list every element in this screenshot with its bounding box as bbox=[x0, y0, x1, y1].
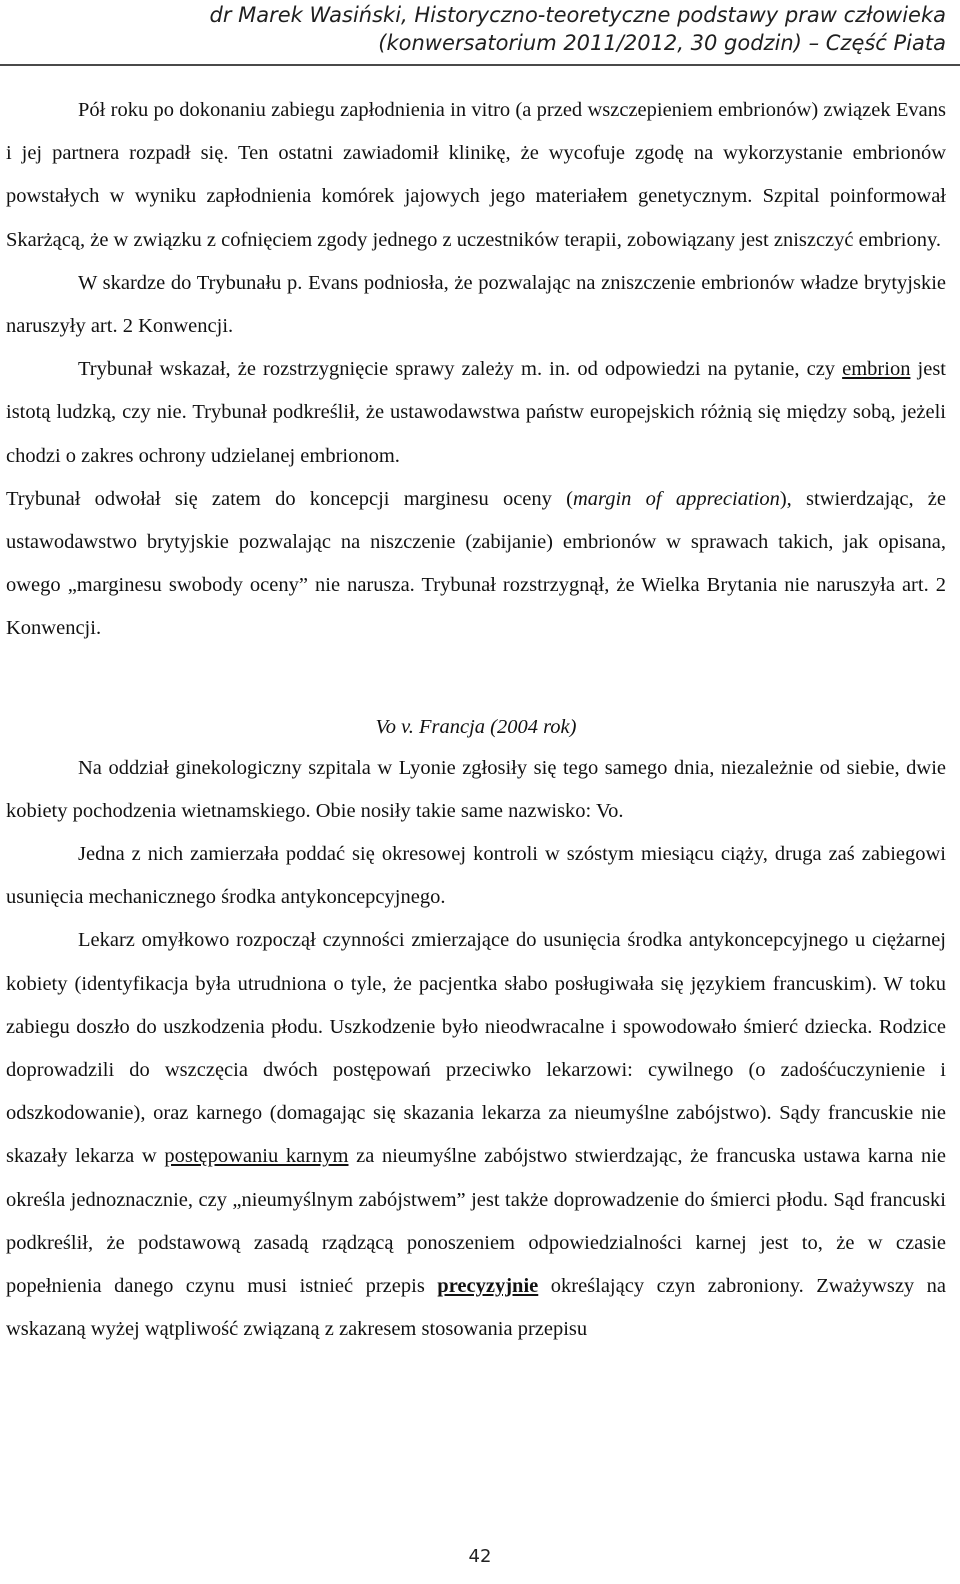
evans-paragraph-3 bbox=[6, 348, 946, 478]
header-title-line: dr Marek Wasiński, Historyczno-teoretyczne podstawy praw człowieka bbox=[209, 3, 946, 27]
vo-case-heading: Vo v. Francja (2004 rok) bbox=[375, 715, 577, 738]
vo-paragraph-2: Jedna z nich zamierzała poddać się okresowej kontroli w szóstym miesiącu ciąży, druga zaś zabiegowi usunięcia mechanicznego środka antykoncepcyjnego. bbox=[6, 843, 946, 909]
page-header bbox=[0, 0, 960, 66]
evans-p3-text-b: jest istotą ludzką, czy nie. Trybunał podkreślił, że ustawodawstwa państw europejskich różnią się między sobą, jeżeli chodzi o zakres ochrony udzielanej embrionom. bbox=[6, 358, 947, 467]
vo-p3-text-a: Lekarz omyłkowo rozpoczął czynności zmierzające do usunięcia środka antykoncepcyjnego u ciężarnej kobiety (identyfikacja była utrudniona o tyle, że pacjentka słabo posługiwała się językiem francuskim). W toku zabiegu doszło do uszkodzenia płodu. Uszkodzenie było nieodwracalne i spowodowało śmierć dziecka. Rodzice doprowadzili do wszczęcia dwóch postępowań przeciwko lekarzowi: cywilnego (o zadośćuczynienie i odszkodowanie), oraz karnego (domagając się skazania lekarza za nieumyślne zabójstwo). Sądy francuskie nie skazały lekarza w bbox=[6, 929, 946, 1168]
evans-paragraph-2: W skardze do Trybunału p. Evans podniosła, że pozwalając na zniszczenie embrionów władze brytyjskie naruszyły art. 2 Konwencji. bbox=[6, 271, 946, 338]
evans-p4-text-a: Trybunał odwołał się zatem do koncepcji marginesu oceny ( bbox=[6, 487, 573, 510]
page-number: 42 bbox=[468, 1546, 492, 1567]
vo-paragraph-1: Na oddział ginekologiczny szpitala w Lyonie zgłosiły się tego samego dnia, niezależnie od siebie, dwie kobiety pochodzenia wietnamskiego. Obie nosiły takie same nazwisko: Vo. bbox=[6, 756, 946, 822]
margin-of-appreciation-italic: margin of appreciation bbox=[572, 487, 780, 510]
evans-p3-text-a: Trybunał wskazał, że rozstrzygnięcie sprawy zależy m. in. od odpowiedzi na pytanie, czy bbox=[78, 358, 843, 381]
postepowanie-karne-underlined: postępowaniu karnym bbox=[164, 1145, 349, 1168]
precyzyjnie-bold-underlined: precyzyjnie bbox=[437, 1275, 539, 1298]
header-course-line: (konwersatorium 2011/2012, 30 godzin) – Część Piata bbox=[378, 31, 946, 55]
evans-paragraph-1: Pół roku po dokonaniu zabiegu zapłodnienia in vitro (a przed wszczepieniem embrionów) związek Evans i jej partnera rozpadł się. Ten ostatni zawiadomił klinikę, że wycofuje zgodę na wykorzystanie embrionów powstałych w wyniku zapłodnienia komórek jajowych jego materiałem genetycznym. Szpital poinformował Skarżącą, że w związku z cofnięciem zgody jednego z uczestników terapii, zobowiązany jest zniszczyć embriony. bbox=[6, 99, 946, 251]
vo-p3-text-b: za nieumyślne zabójstwo stwierdzając, że francuska ustawa karna nie określa jednoznacznie, czy „nieumyślnym zabójstwem” jest także doprowadzenie do śmierci płodu. Sąd francuski podkreślił, że podstawową zasadą rządzącą ponoszeniem odpowiedzialności karnej jest to, że w czasie popełnienia danego czynu musi istnieć przepis bbox=[6, 1145, 946, 1298]
section-spacer bbox=[6, 651, 946, 707]
embrion-underlined: embrion bbox=[842, 358, 911, 381]
vo-paragraph-3 bbox=[6, 919, 946, 1351]
evans-p4-text-b: ), stwierdzając, że ustawodawstwo brytyjskie pozwalając na niszczenie (zabijanie) embrionów w sprawach takich, jak opisana, owego „marginesu swobody oceny” nie narusza. Trybunał rozstrzygnął, że Wielka Brytania nie naruszyła art. 2 Konwencji. bbox=[6, 487, 947, 640]
vo-p3-text-c: określający czyn zabroniony. Zważywszy na wskazaną wyżej wątpliwość związaną z zakresem stosowania przepisu bbox=[6, 1275, 947, 1341]
document-body bbox=[6, 89, 946, 1351]
evans-paragraph-4 bbox=[6, 478, 946, 651]
